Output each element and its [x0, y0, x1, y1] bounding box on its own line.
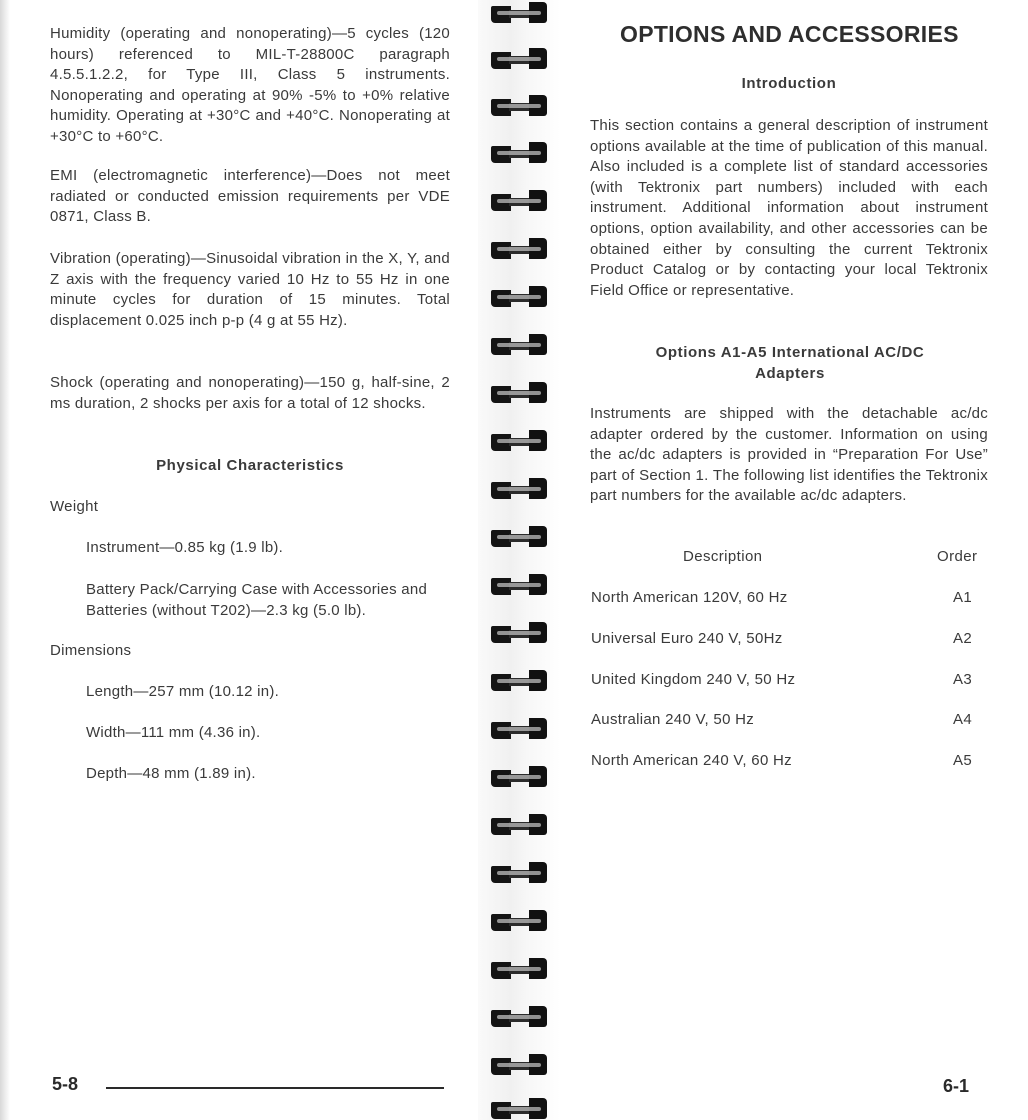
binding-ring: [489, 0, 556, 24]
adapter-description: North American 240 V, 60 Hz: [591, 752, 792, 769]
binding-ring: [489, 140, 556, 164]
introduction-heading: Introduction: [741, 75, 837, 92]
options-paragraph: Instruments are shipped with the detachable ac/dc adapter ordered by the customer. Information on using the ac/dc adapters is provided in “Preparation For Use” part of Section 1. The following list identifies the Tektronix part numbers for the available ac/dc adapters.: [590, 405, 988, 505]
physical-characteristics-heading: Physical Characteristics: [156, 457, 344, 474]
binding-ring: [489, 1096, 556, 1120]
adapter-order-code: A1: [953, 589, 972, 606]
left-page-number: 5-8: [52, 1074, 79, 1094]
section-title: OPTIONS AND ACCESSORIES: [620, 21, 959, 47]
binding-ring: [489, 668, 556, 692]
dimensions-label: Dimensions: [50, 642, 132, 659]
binding-ring: [489, 764, 556, 788]
binding-ring: [489, 46, 556, 70]
emi-paragraph: EMI (electromagnetic interference)—Does not meet radiated or conducted emission requirements per VDE 0871, Class B.: [50, 167, 450, 226]
binding-ring: [489, 93, 556, 117]
adapter-order-code: A3: [953, 671, 972, 688]
adapter-description: United Kingdom 240 V, 50 Hz: [591, 671, 796, 688]
description-column-header: Description: [683, 548, 763, 565]
binding-ring: [489, 1004, 556, 1028]
order-column-header: Order: [937, 548, 978, 565]
binding-ring: [489, 572, 556, 596]
dimension-item: Length—257 mm (10.12 in).: [86, 683, 280, 700]
binding-ring: [489, 812, 556, 836]
binding-ring: [489, 524, 556, 548]
spiral-binding: [478, 0, 560, 1120]
binding-ring: [489, 284, 556, 308]
footer-rule: [106, 1087, 444, 1089]
binding-ring: [489, 716, 556, 740]
binding-ring: [489, 476, 556, 500]
binding-ring: [489, 956, 556, 980]
binding-ring: [489, 332, 556, 356]
right-page-number: 6-1: [943, 1076, 970, 1096]
binding-ring: [489, 620, 556, 644]
binding-ring: [489, 428, 556, 452]
shock-paragraph: Shock (operating and nonoperating)—150 g, half-sine, 2 ms duration, 2 shocks per axis for a total of 12 shocks.: [50, 374, 450, 412]
table-row: [591, 711, 976, 731]
dimension-item: Depth—48 mm (1.89 in).: [86, 765, 256, 782]
dimension-item: Width—111 mm (4.36 in).: [86, 724, 261, 741]
humidity-paragraph: Humidity (operating and nonoperating)—5 cycles (120 hours) referenced to MIL-T-28800C paragraph 4.5.5.1.2.2, for Type III, Class 5 instruments. Nonoperating and operating at 90% -5% to +0% relative humidity. Operating at +30°C and +40°C. Nonoperating at +30°C to +60°C.: [50, 25, 450, 145]
left-page-edge: [0, 0, 10, 1120]
adapter-description: Universal Euro 240 V, 50Hz: [591, 630, 783, 647]
binding-ring: [489, 188, 556, 212]
table-row: [591, 630, 976, 650]
table-row: [591, 671, 976, 691]
table-row: [591, 752, 976, 772]
adapter-order-code: A4: [953, 711, 972, 728]
left-page: [0, 0, 478, 1120]
weight-item: Instrument—0.85 kg (1.9 lb).: [86, 539, 284, 556]
adapter-description: Australian 240 V, 50 Hz: [591, 711, 755, 728]
vibration-paragraph: Vibration (operating)—Sinusoidal vibration in the X, Y, and Z axis with the frequency varied 10 Hz to 55 Hz in one minute cycles for duration of 15 minutes. Total displacement 0.025 inch p-p (4 g at 55 Hz).: [50, 250, 450, 329]
introduction-paragraph: This section contains a general description of instrument options available at the time of publication of this manual. Also included is a complete list of standard accessories (with Tektronix part numbers) included with each instrument. Additional information about instrument options, option availability, and other accessories can be obtained either by consulting the current Tektronix Product Catalog or by contacting your local Tektronix Field Office or representative.: [590, 117, 988, 299]
adapter-order-code: A5: [953, 752, 972, 769]
binding-ring: [489, 380, 556, 404]
table-row: [591, 589, 976, 609]
binding-ring: [489, 236, 556, 260]
adapter-order-code: A2: [953, 630, 972, 647]
binding-ring: [489, 860, 556, 884]
weight-label: Weight: [50, 498, 99, 515]
binding-ring: [489, 908, 556, 932]
weight-item: Battery Pack/Carrying Case with Accessories and Batteries (without T202)—2.3 kg (5.0 lb).: [86, 581, 428, 619]
binding-ring: [489, 1052, 556, 1076]
adapter-description: North American 120V, 60 Hz: [591, 589, 788, 606]
options-heading: Options A1-A5 International AC/DC Adapters: [655, 344, 925, 382]
